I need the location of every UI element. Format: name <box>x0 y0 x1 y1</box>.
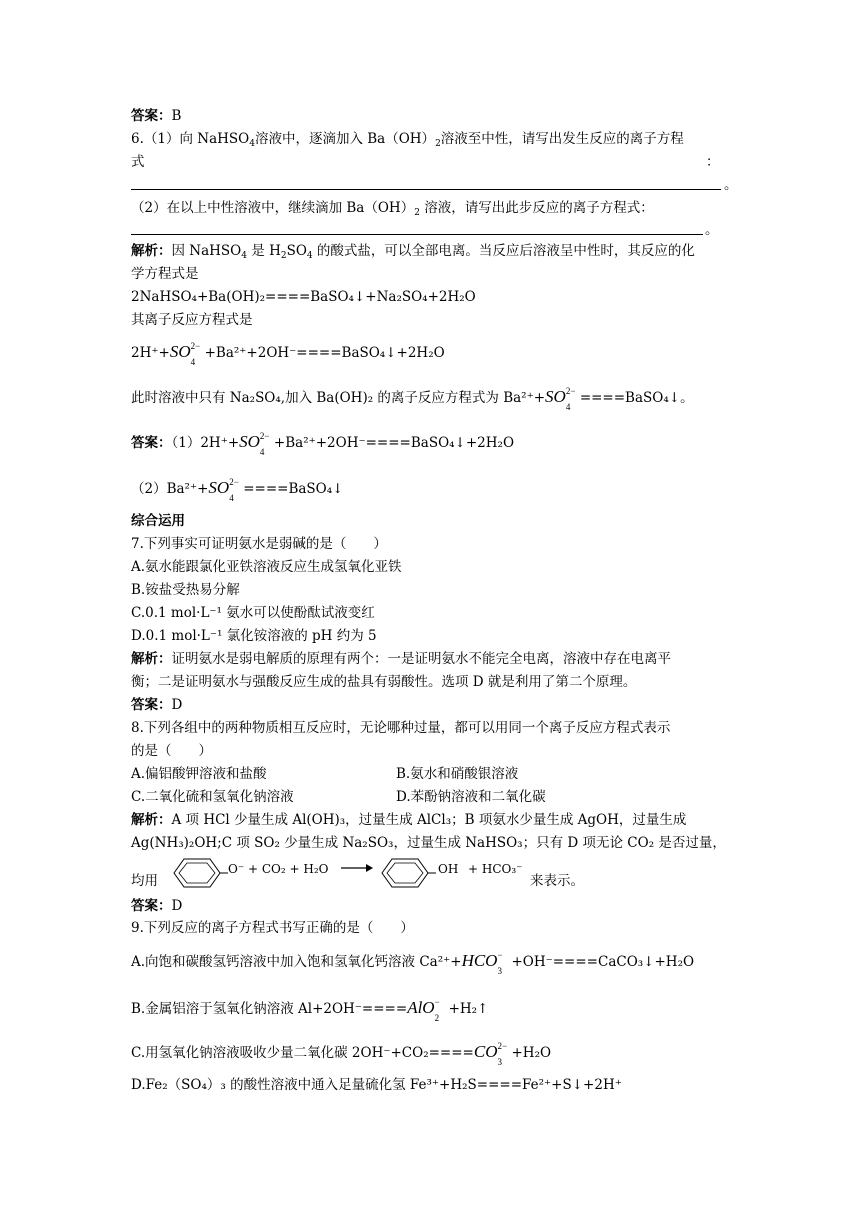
answer-value: D <box>171 697 183 713</box>
ion-charge: − <box>497 950 503 960</box>
reactants-text: + CO₂ + H₂O <box>248 862 329 876</box>
ion-base: AlO <box>407 998 435 1017</box>
q6-analysis-line4 <box>131 386 694 412</box>
bicarbonate-ion <box>461 950 503 976</box>
ion-subscript: 4 <box>565 402 571 412</box>
q6-answer1 <box>131 431 515 457</box>
q6-stem-text: 6.（1）向 NaHSO <box>131 131 250 147</box>
ion-charge: 2− <box>229 477 239 487</box>
section-title: 综合运用 <box>131 513 185 529</box>
analysis-text: 证明氨水是弱电解质的原理有两个：一是证明氨水不能完全电离，溶液中存在电离平 <box>171 651 671 667</box>
ion-subscript: 4 <box>229 493 234 503</box>
option-text: +OH⁻====CaCO₃↓+H₂O <box>511 954 695 970</box>
phenol-ring-icon <box>348 856 438 890</box>
q6-analysis-line2: 学方程式是 <box>131 266 199 282</box>
subscript: 2 <box>280 251 287 261</box>
ion-charge: 2− <box>565 386 576 396</box>
q8-option-a: A.偏铝酸钾溶液和盐酸 <box>131 766 267 782</box>
ion-base: HCO <box>461 951 498 970</box>
q7-stem: 7.下列事实可证明氨水是弱碱的是（ ） <box>131 536 387 552</box>
subscript: 4 <box>306 251 313 261</box>
q6-answer2 <box>131 477 344 503</box>
q8-stem-line2: 的是（ ） <box>131 743 212 759</box>
ion-base: CO <box>473 1042 498 1061</box>
analysis-text: 的酸式盐，可以全部电离。当反应后溶液呈中性时，其反应的化 <box>312 243 695 259</box>
carbonate-ion <box>473 1041 508 1067</box>
ion-base: SO <box>239 432 260 451</box>
q7-analysis-line2: 衡；二是证明氨水与强酸反应生成的盐具有弱酸性。选项 D 就是利用了第二个原理。 <box>131 674 637 690</box>
q6-stem-text: 式 <box>131 154 145 170</box>
answer-label: 答案： <box>131 898 172 914</box>
q6-stem-line2 <box>131 153 145 171</box>
option-text: A.向饱和碳酸氢钙溶液中加入饱和氢氧化钙溶液 Ca²⁺+ <box>131 954 462 970</box>
analysis-text: 是 H <box>246 243 281 259</box>
ion-charge: − <box>434 997 440 1007</box>
q7-option-b: B.铵盐受热易分解 <box>131 582 240 598</box>
analysis-label: 解析： <box>131 243 172 259</box>
blank-line[interactable] <box>131 234 703 235</box>
sulfate-ion <box>208 477 239 503</box>
q6-stem2-text: 溶液，请写出此步反应的离子方程式： <box>419 200 654 216</box>
ion-subscript: 4 <box>190 357 196 367</box>
analysis-text: 因 NaHSO <box>171 243 242 259</box>
q6-analysis-line1 <box>131 242 695 265</box>
q6-period2: 。 <box>705 222 719 238</box>
ion-subscript: 2 <box>434 1013 440 1023</box>
ion-subscript: 3 <box>497 966 502 976</box>
q7-option-d: D.0.1 mol·L⁻¹ 氯化铵溶液的 pH 约为 5 <box>131 628 377 644</box>
sulfate-ion <box>545 386 576 412</box>
q8-option-c: C.二氧化硫和氢氧化钠溶液 <box>131 789 294 805</box>
q8-option-d: D.苯酚钠溶液和二氧化碳 <box>396 789 546 805</box>
aluminate-ion <box>407 997 440 1023</box>
eq-text: 2H⁺+ <box>131 345 170 361</box>
subscript: 4 <box>249 139 255 149</box>
subscript: 2 <box>435 139 441 149</box>
ion-charge: 2− <box>190 341 201 351</box>
q6-colon: ： <box>706 154 720 170</box>
option-text: +H₂O <box>511 1045 552 1061</box>
option-text: B.金属铝溶于氢氧化钠溶液 Al+2OH⁻==== <box>131 1001 408 1017</box>
sulfate-ion <box>239 431 270 457</box>
ion-charge: 2− <box>259 431 270 441</box>
analysis-text: ====BaSO₄↓。 <box>579 390 694 406</box>
answer-text: （1）2H⁺+ <box>171 435 240 451</box>
answer-text: （2）Ba²⁺+ <box>131 481 209 497</box>
answer-value: D <box>171 898 183 914</box>
q8-option-b: B.氨水和硝酸银溶液 <box>396 766 519 782</box>
q7-option-a: A.氨水能跟氯化亚铁溶液反应生成氢氧化亚铁 <box>131 559 402 575</box>
q8-analysis-line1 <box>131 811 686 829</box>
q6-analysis-line3: 其离子反应方程式是 <box>131 312 253 328</box>
q6-stem2-text: （2）在以上中性溶液中，继续滴加 Ba（OH） <box>131 200 415 216</box>
q8-analysis-line3: 均用 <box>131 873 158 889</box>
ion-base: SO <box>169 342 191 361</box>
q6-equation2 <box>131 341 445 367</box>
q8-analysis-line2: Ag(NH₃)₂OH;C 项 SO₂ 少量生成 Na₂SO₃，过量生成 NaHSO₃；只有 D 项无论 CO₂ 是否过量， <box>131 835 726 851</box>
q6-equation1: 2NaHSO₄+Ba(OH)₂====BaSO₄↓+Na₂SO₄+2H₂O <box>131 289 476 305</box>
analysis-text: SO <box>286 243 307 259</box>
answer-value: B <box>171 108 182 124</box>
ion-charge: 2− <box>497 1041 508 1051</box>
q8-stem-line1: 8.下列各组中的两种物质相互反应时，无论哪种过量，都可以用同一个离子反应方程式表示 <box>131 720 671 736</box>
q6-stem2 <box>131 199 654 222</box>
answer-text: ====BaSO₄↓ <box>243 481 344 497</box>
phenol-label: OH <box>438 862 459 876</box>
q7-option-c: C.0.1 mol·L⁻¹ 氨水可以使酚酞试液变红 <box>131 605 375 621</box>
ion-base: SO <box>208 478 230 497</box>
bicarbonate-text: + HCO₃⁻ <box>468 862 523 876</box>
ion-subscript: 3 <box>497 1057 502 1067</box>
analysis-text: 此时溶液中只有 Na₂SO₄,加入 Ba(OH)₂ 的离子反应方程式为 Ba²⁺+ <box>131 390 546 406</box>
ion-subscript: 4 <box>259 447 265 457</box>
q7-analysis-line1 <box>131 650 671 668</box>
eq-text: +Ba²⁺+2OH⁻====BaSO₄↓+2H₂O <box>204 345 445 361</box>
subscript: 2 <box>414 208 420 218</box>
phenoxide-ring-icon <box>160 856 230 890</box>
q9-option-c <box>131 1041 552 1067</box>
q6-period: 。 <box>724 177 738 193</box>
ion-base: SO <box>545 387 566 406</box>
q8-answer <box>131 897 182 915</box>
analysis-label: 解析： <box>131 812 172 828</box>
option-text: +H₂↑ <box>448 1001 489 1017</box>
analysis-text: A 项 HCl 少量生成 Al(OH)₃，过量生成 AlCl₃；B 项氨水少量生成 AgOH，过量生成 <box>171 812 687 828</box>
sulfate-ion <box>169 341 201 367</box>
q9-option-d: D.Fe₂（SO₄）₃ 的酸性溶液中通入足量硫化氢 Fe³⁺+H₂S====Fe²⁺+S↓+2H⁺ <box>131 1077 622 1093</box>
analysis-label: 解析： <box>131 651 172 667</box>
answer-text: +Ba²⁺+2OH⁻====BaSO₄↓+2H₂O <box>273 435 515 451</box>
answer-label: 答案： <box>131 108 172 124</box>
q6-stem-text: 溶液中，逐滴加入 Ba（OH） <box>254 131 436 147</box>
phenoxide-label: O⁻ <box>228 862 245 876</box>
q9-option-a <box>131 950 695 976</box>
answer-label: 答案： <box>131 435 172 451</box>
option-text: C.用氢氧化钠溶液吸收少量二氧化碳 2OH⁻+CO₂==== <box>131 1045 474 1061</box>
blank-line[interactable] <box>131 189 721 190</box>
q9-stem: 9.下列反应的离子方程式书写正确的是（ ） <box>131 920 414 936</box>
q6-stem-line1 <box>131 130 684 153</box>
q5-answer <box>131 107 181 125</box>
q7-answer <box>131 696 182 714</box>
q6-stem-text: 溶液至中性，请写出发生反应的离子方程 <box>440 131 684 147</box>
q9-option-b <box>131 997 489 1023</box>
answer-label: 答案： <box>131 697 172 713</box>
subscript: 4 <box>241 251 247 261</box>
q8-analysis-tail: 来表示。 <box>530 873 584 889</box>
